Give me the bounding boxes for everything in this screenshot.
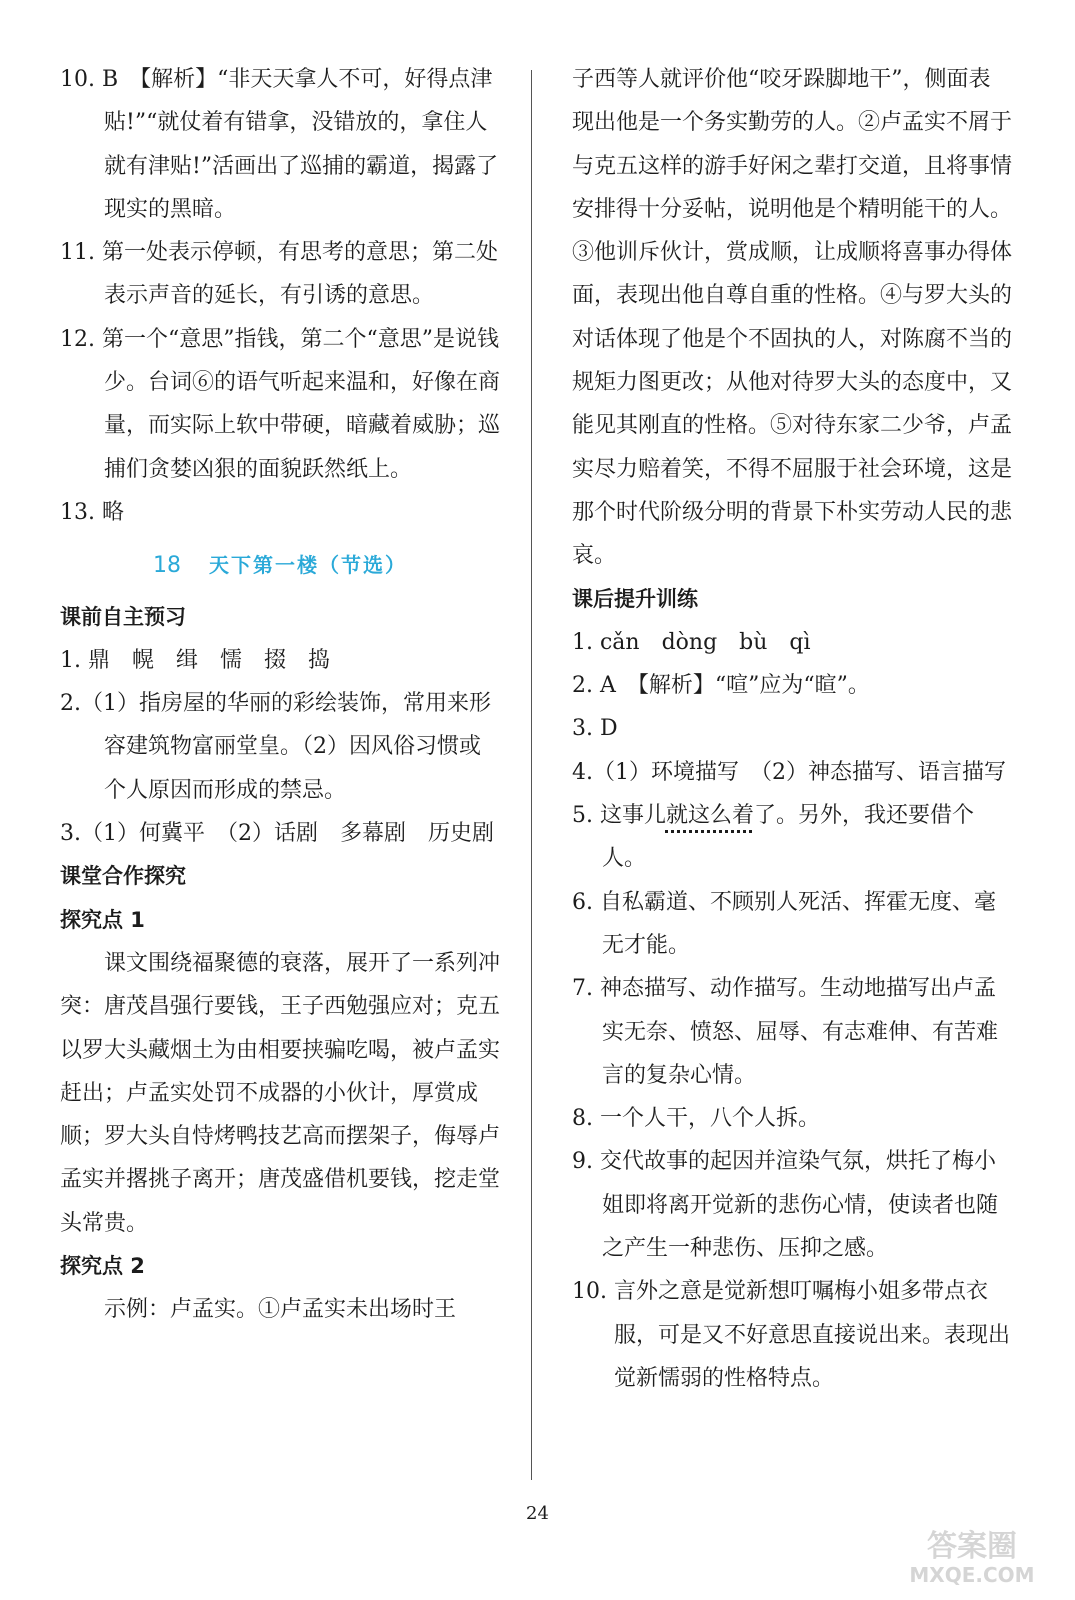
left-column	[60, 58, 500, 1332]
pre-answer-3: 3.（1）何冀平 （2）话剧 多幕剧 历史剧	[60, 821, 494, 847]
point-1-heading: 探究点 1	[60, 907, 145, 932]
post-answer-5-before: 5. 这事儿	[572, 803, 666, 829]
post-answer-8: 8. 一个人干，八个人拆。	[572, 1106, 820, 1132]
post-answer-5	[572, 794, 1012, 881]
chapter-heading	[60, 534, 500, 595]
section-heading-coop: 课堂合作探究	[60, 864, 186, 889]
post-answer-7: 7. 神态描写、动作描写。生动地描写出卢孟实无奈、愤怒、屈辱、有志难伸、有苦难言的复杂心情。	[572, 976, 999, 1088]
post-answer-10: 10. 言外之意是觉新想叮嘱梅小姐多带点衣服，可是又不好意思直接说出来。表现出觉新懦弱的性格特点。	[572, 1279, 1011, 1391]
post-answer-2: 2. A 【解析】“喧”应为“暄”。	[572, 673, 870, 699]
answer-10: 10. B 【解析】“非天天拿人不可，好得点津贴!”“就仗着有错拿，没错放的，拿住人就有津贴!”活画出了巡捕的霸道，揭露了现实的黑暗。	[60, 67, 499, 222]
watermark-line2: MXQE.COM	[909, 1563, 1035, 1587]
pre-answer-1: 1. 鼎 幌 缉 懦 掇 捣	[60, 647, 330, 673]
point-2-heading: 探究点 2	[60, 1254, 145, 1279]
answer-11: 11. 第一处表示停顿，有思考的意思；第二处表示声音的延长，有引诱的意思。	[60, 240, 498, 309]
point-1-text: 课文围绕福聚德的衰落，展开了一系列冲突：唐茂昌强行要钱，王子西勉强应对；克五以罗大头藏烟土为由相要挟骗吃喝，被卢孟实赶出；卢孟实处罚不成器的小伙计，厚赏成顺；罗大头自恃烤鸭技艺高而摆架子，侮辱卢孟实并撂挑子离开；唐茂盛借机要钱，挖走堂头常贵。	[60, 950, 501, 1236]
pre-answer-2: 2.（1）指房屋的华丽的彩绘装饰，常用来形容建筑物富丽堂皇。（2）因风俗习惯或个人原因而形成的禁忌。	[60, 691, 491, 803]
section-heading-pre: 课前自主预习	[60, 604, 186, 629]
post-answer-6: 6. 自私霸道、不顾别人死活、挥霍无度、毫无才能。	[572, 889, 996, 958]
post-answer-5-after: 了。另外，我还要借个人。	[602, 803, 975, 872]
column-divider	[531, 70, 532, 1480]
chapter-title: 天下第一楼（节选）	[209, 553, 407, 578]
post-answer-1: 1. cǎn dòng bù qì	[572, 629, 811, 655]
right-column	[572, 58, 1012, 1400]
post-answer-4: 4.（1）环境描写 （2）神态描写、语言描写	[572, 759, 1006, 785]
watermark-line1: 答案圈	[927, 1529, 1017, 1564]
point-2-text: 示例：卢孟实。①卢孟实未出场时王	[104, 1297, 457, 1323]
post-answer-9: 9. 交代故事的起因并渲染气氛，烘托了梅小姐即将离开觉新的悲伤心情，使读者也随之产生一种悲伤、压抑之感。	[572, 1149, 999, 1262]
chapter-number: 18	[153, 553, 181, 579]
point-2-continued: 子西等人就评价他“咬牙跺脚地干”，侧面表现出他是一个务实勤劳的人。②卢孟实不屑于与克五这样的游手好闲之辈打交道，且将事情安排得十分妥帖，说明他是个精明能干的人。③他训斥伙计，赏成顺，让成顺将喜事办得体面，表现出他自尊自重的性格。④与罗大头的对话体现了他是个不固执的人，对陈腐不当的规矩力图更改；从他对待罗大头的态度中，又能见其刚直的性格。⑤对待东家二少爷，卢孟实尽力赔着笑，不得不屈服于社会环境，这是那个时代阶级分明的背景下朴实劳动人民的悲哀。	[572, 67, 1013, 569]
answer-12: 12. 第一个“意思”指钱，第二个“意思”是说钱少。台词⑥的语气听起来温和，好像在商量，而实际上软中带硬，暗藏着威胁；巡捕们贪婪凶狠的面貌跃然纸上。	[60, 326, 501, 482]
watermark-logo	[897, 1522, 1047, 1588]
section-heading-post: 课后提升训练	[572, 586, 698, 611]
page-number: 24	[526, 1503, 549, 1524]
post-answer-3: 3. D	[572, 716, 618, 742]
answer-13: 13. 略	[60, 499, 124, 525]
post-answer-5-emphasis: 就这么着	[665, 803, 754, 829]
